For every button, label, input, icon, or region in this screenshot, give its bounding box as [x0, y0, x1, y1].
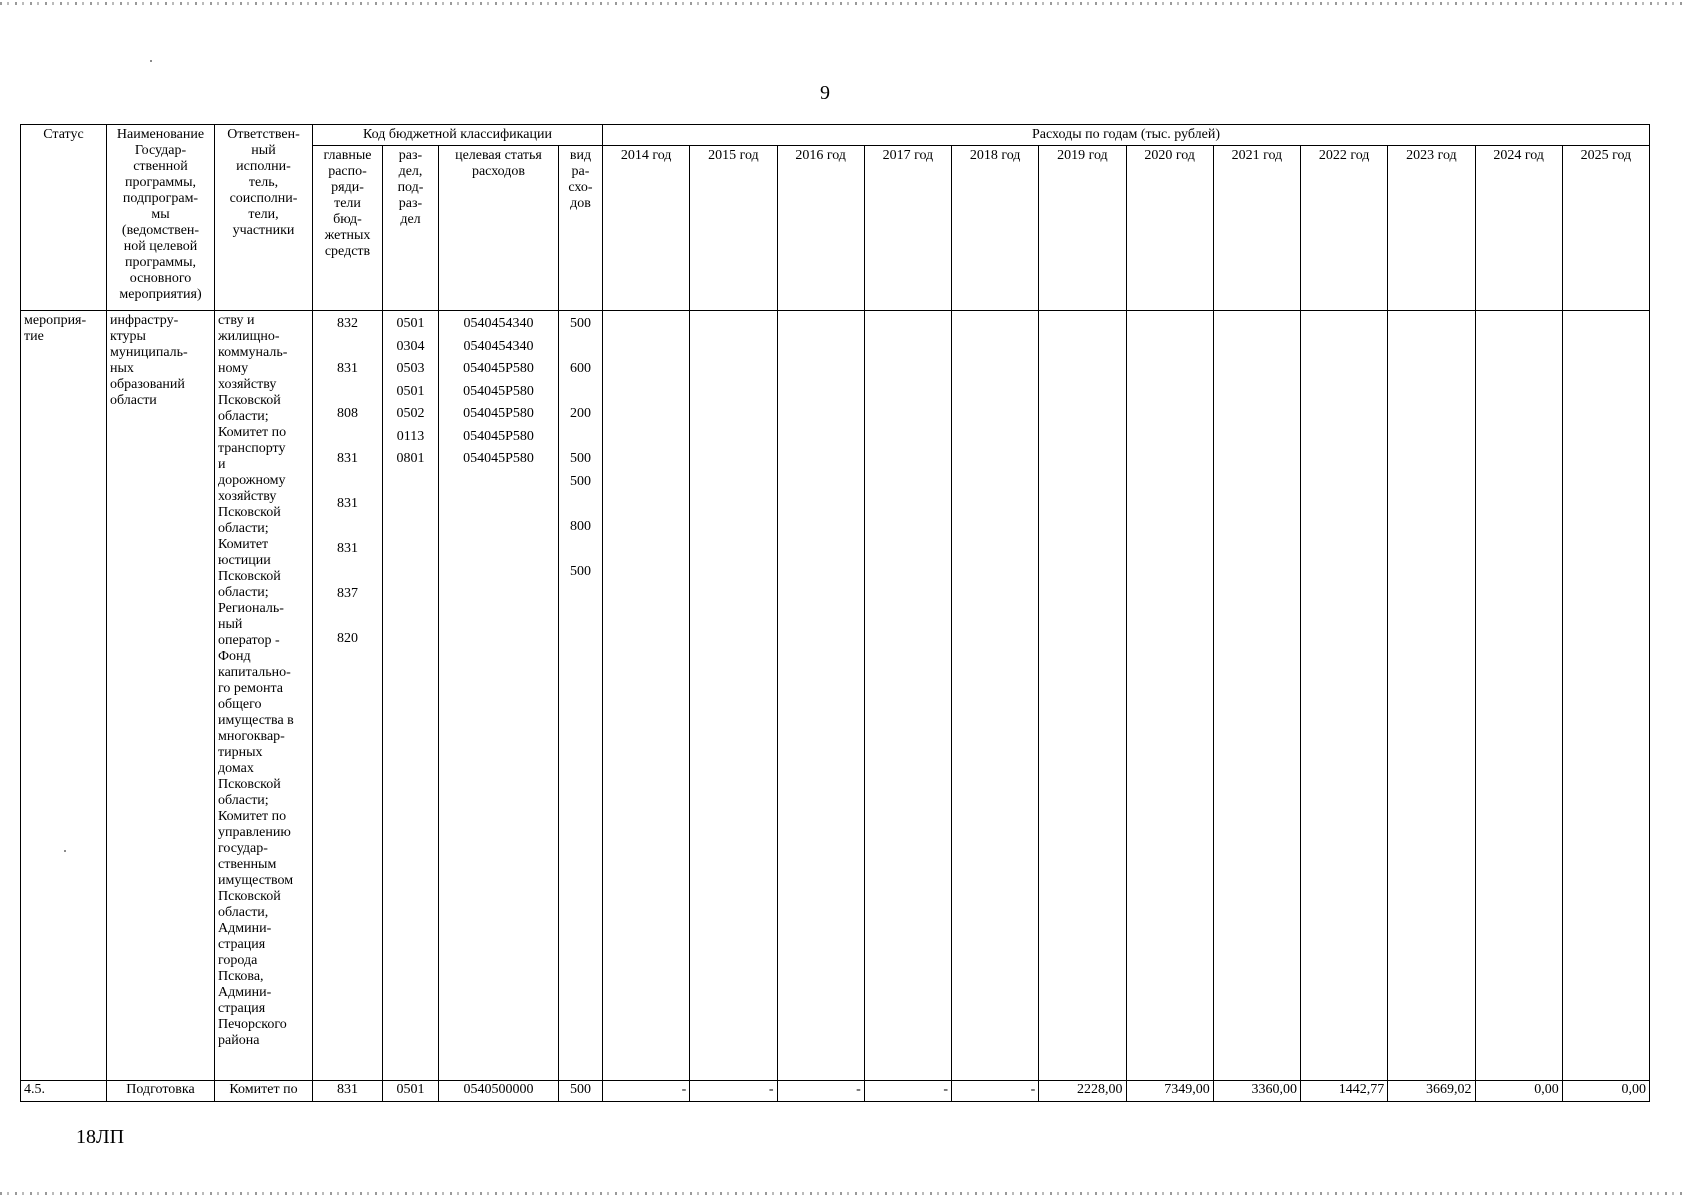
code-value: 831 [337, 541, 358, 556]
header-name: Наименование Государ- ственной программы, подпрограм- мы (ведомствен- ной целевой программы, основного мероприятия) [107, 125, 215, 311]
cell-main-managers [313, 311, 383, 1081]
code-value [562, 336, 599, 359]
code-value: 500 [570, 563, 591, 579]
cell-year-empty [952, 311, 1039, 1081]
cell-year-empty [1475, 311, 1562, 1081]
code-value [562, 538, 599, 561]
cell-target-article: 0540500000 [439, 1081, 559, 1102]
cell-year-value: 3669,02 [1388, 1081, 1475, 1102]
cell-year-empty [777, 311, 864, 1081]
code-value: 800 [570, 518, 591, 534]
code-value [316, 381, 379, 404]
cell-year-empty [603, 311, 690, 1081]
cell-year-empty [1039, 311, 1126, 1081]
header-year: 2022 год [1301, 146, 1388, 311]
header-target-article: целевая статья расходов [439, 146, 559, 311]
cell-year-value: 0,00 [1475, 1081, 1562, 1102]
code-value: 832 [337, 316, 358, 331]
code-value: 0540454340 [463, 316, 534, 331]
cell-name: инфрастру- ктуры муниципаль- ных образований области [107, 311, 215, 1081]
cell-year-value: - [864, 1081, 951, 1102]
code-value: 0113 [396, 428, 425, 444]
header-year: 2021 год [1213, 146, 1300, 311]
code-value [316, 426, 379, 449]
header-year: 2014 год [603, 146, 690, 311]
header-section: раз- дел, под- раз- дел [383, 146, 439, 311]
cell-year-value: 7349,00 [1126, 1081, 1213, 1102]
code-value: 200 [570, 406, 591, 421]
footer-mark: 18ЛП [76, 1126, 125, 1148]
header-year: 2016 год [777, 146, 864, 311]
cell-status: 4.5. [21, 1081, 107, 1102]
cell-year-empty [1388, 311, 1475, 1081]
code-value: 831 [337, 361, 358, 376]
cell-year-value: - [690, 1081, 777, 1102]
header-year: 2019 год [1039, 146, 1126, 311]
header-status: Статус [21, 125, 107, 311]
code-value [316, 471, 379, 494]
code-value: 831 [337, 496, 358, 511]
header-year: 2025 год [1562, 146, 1649, 311]
cell-year-empty [1126, 311, 1213, 1081]
budget-table [20, 124, 1650, 1102]
table-row-main [21, 311, 1650, 1081]
cell-year-value: 3360,00 [1213, 1081, 1300, 1102]
cell-year-value: 1442,77 [1301, 1081, 1388, 1102]
header-year: 2018 год [952, 146, 1039, 311]
code-value: 054045Р580 [463, 361, 534, 376]
header-row [21, 125, 1650, 146]
cell-target-articles [439, 311, 559, 1081]
cell-section: 0501 [383, 1081, 439, 1102]
header-main-managers: главные распо- ряди- тели бюд- жетных средств [313, 146, 383, 311]
code-value: 0540454340 [463, 338, 534, 354]
code-value: 054045Р580 [463, 406, 534, 421]
code-value [316, 561, 379, 584]
cell-year-value: 2228,00 [1039, 1081, 1126, 1102]
header-year: 2023 год [1388, 146, 1475, 311]
cell-year-empty [1213, 311, 1300, 1081]
header-year: 2024 год [1475, 146, 1562, 311]
code-value: 600 [570, 361, 591, 376]
code-value [562, 493, 599, 516]
cell-main-manager: 831 [313, 1081, 383, 1102]
scan-edge-top [0, 2, 1686, 5]
code-value: 500 [570, 316, 591, 331]
code-value: 500 [570, 451, 591, 466]
scan-edge-bottom [0, 1192, 1686, 1195]
header-year: 2017 год [864, 146, 951, 311]
code-value: 831 [337, 451, 358, 466]
table-row-next [21, 1081, 1650, 1102]
cell-year-empty [690, 311, 777, 1081]
code-value: 0304 [396, 338, 425, 354]
code-value: 0501 [396, 383, 425, 399]
cell-name: Подготовка [107, 1081, 215, 1102]
code-value [316, 336, 379, 359]
code-value: 820 [337, 631, 358, 646]
code-value [562, 381, 599, 404]
header-year: 2015 год [690, 146, 777, 311]
cell-responsible: Комитет по [215, 1081, 313, 1102]
code-value: 054045Р580 [463, 451, 534, 466]
header-year: 2020 год [1126, 146, 1213, 311]
code-value: 837 [337, 586, 358, 601]
header-expenses: Расходы по годам (тыс. рублей) [603, 125, 1650, 146]
code-value [316, 606, 379, 629]
cell-expense-type: 500 [559, 1081, 603, 1102]
cell-expense-types [559, 311, 603, 1081]
header-expense-type: вид ра- схо- дов [559, 146, 603, 311]
code-value: 0503 [396, 361, 425, 376]
cell-year-empty [864, 311, 951, 1081]
code-value: 500 [570, 473, 591, 489]
cell-status: мероприя- тие [21, 311, 107, 1081]
cell-year-value: - [603, 1081, 690, 1102]
code-value: 054045Р580 [463, 383, 534, 399]
code-value [562, 426, 599, 449]
cell-year-value: 0,00 [1562, 1081, 1649, 1102]
code-value [316, 516, 379, 539]
cell-year-empty [1301, 311, 1388, 1081]
code-value: 0801 [396, 451, 425, 466]
header-budget-code: Код бюджетной классификации [313, 125, 603, 146]
cell-sections [383, 311, 439, 1081]
code-value: 808 [337, 406, 358, 421]
cell-year-value: - [952, 1081, 1039, 1102]
cell-year-value: - [777, 1081, 864, 1102]
page-number: 9 [820, 82, 830, 104]
scan-speck [150, 60, 152, 62]
code-value: 0502 [396, 406, 425, 421]
cell-year-empty [1562, 311, 1649, 1081]
code-value: 054045Р580 [463, 428, 534, 444]
header-responsible: Ответствен- ный исполни- тель, соисполни- тели, участники [215, 125, 313, 311]
cell-responsible: ству и жилищно- коммуналь- ному хозяйству Псковской области; Комитет по транспорту и дорожному хозяйству Псковской области; Комитет юстиции Псковской области; Региональ- ный оператор - Фонд капитально- го ремонта общего имущества в многоквар- тирных домах Псковской области; Комитет по управлению государ- ственным имуществом Псковской области, Админи- страция города Пскова, Админи- страция Печорского района [215, 311, 313, 1081]
code-value: 0501 [396, 316, 425, 331]
